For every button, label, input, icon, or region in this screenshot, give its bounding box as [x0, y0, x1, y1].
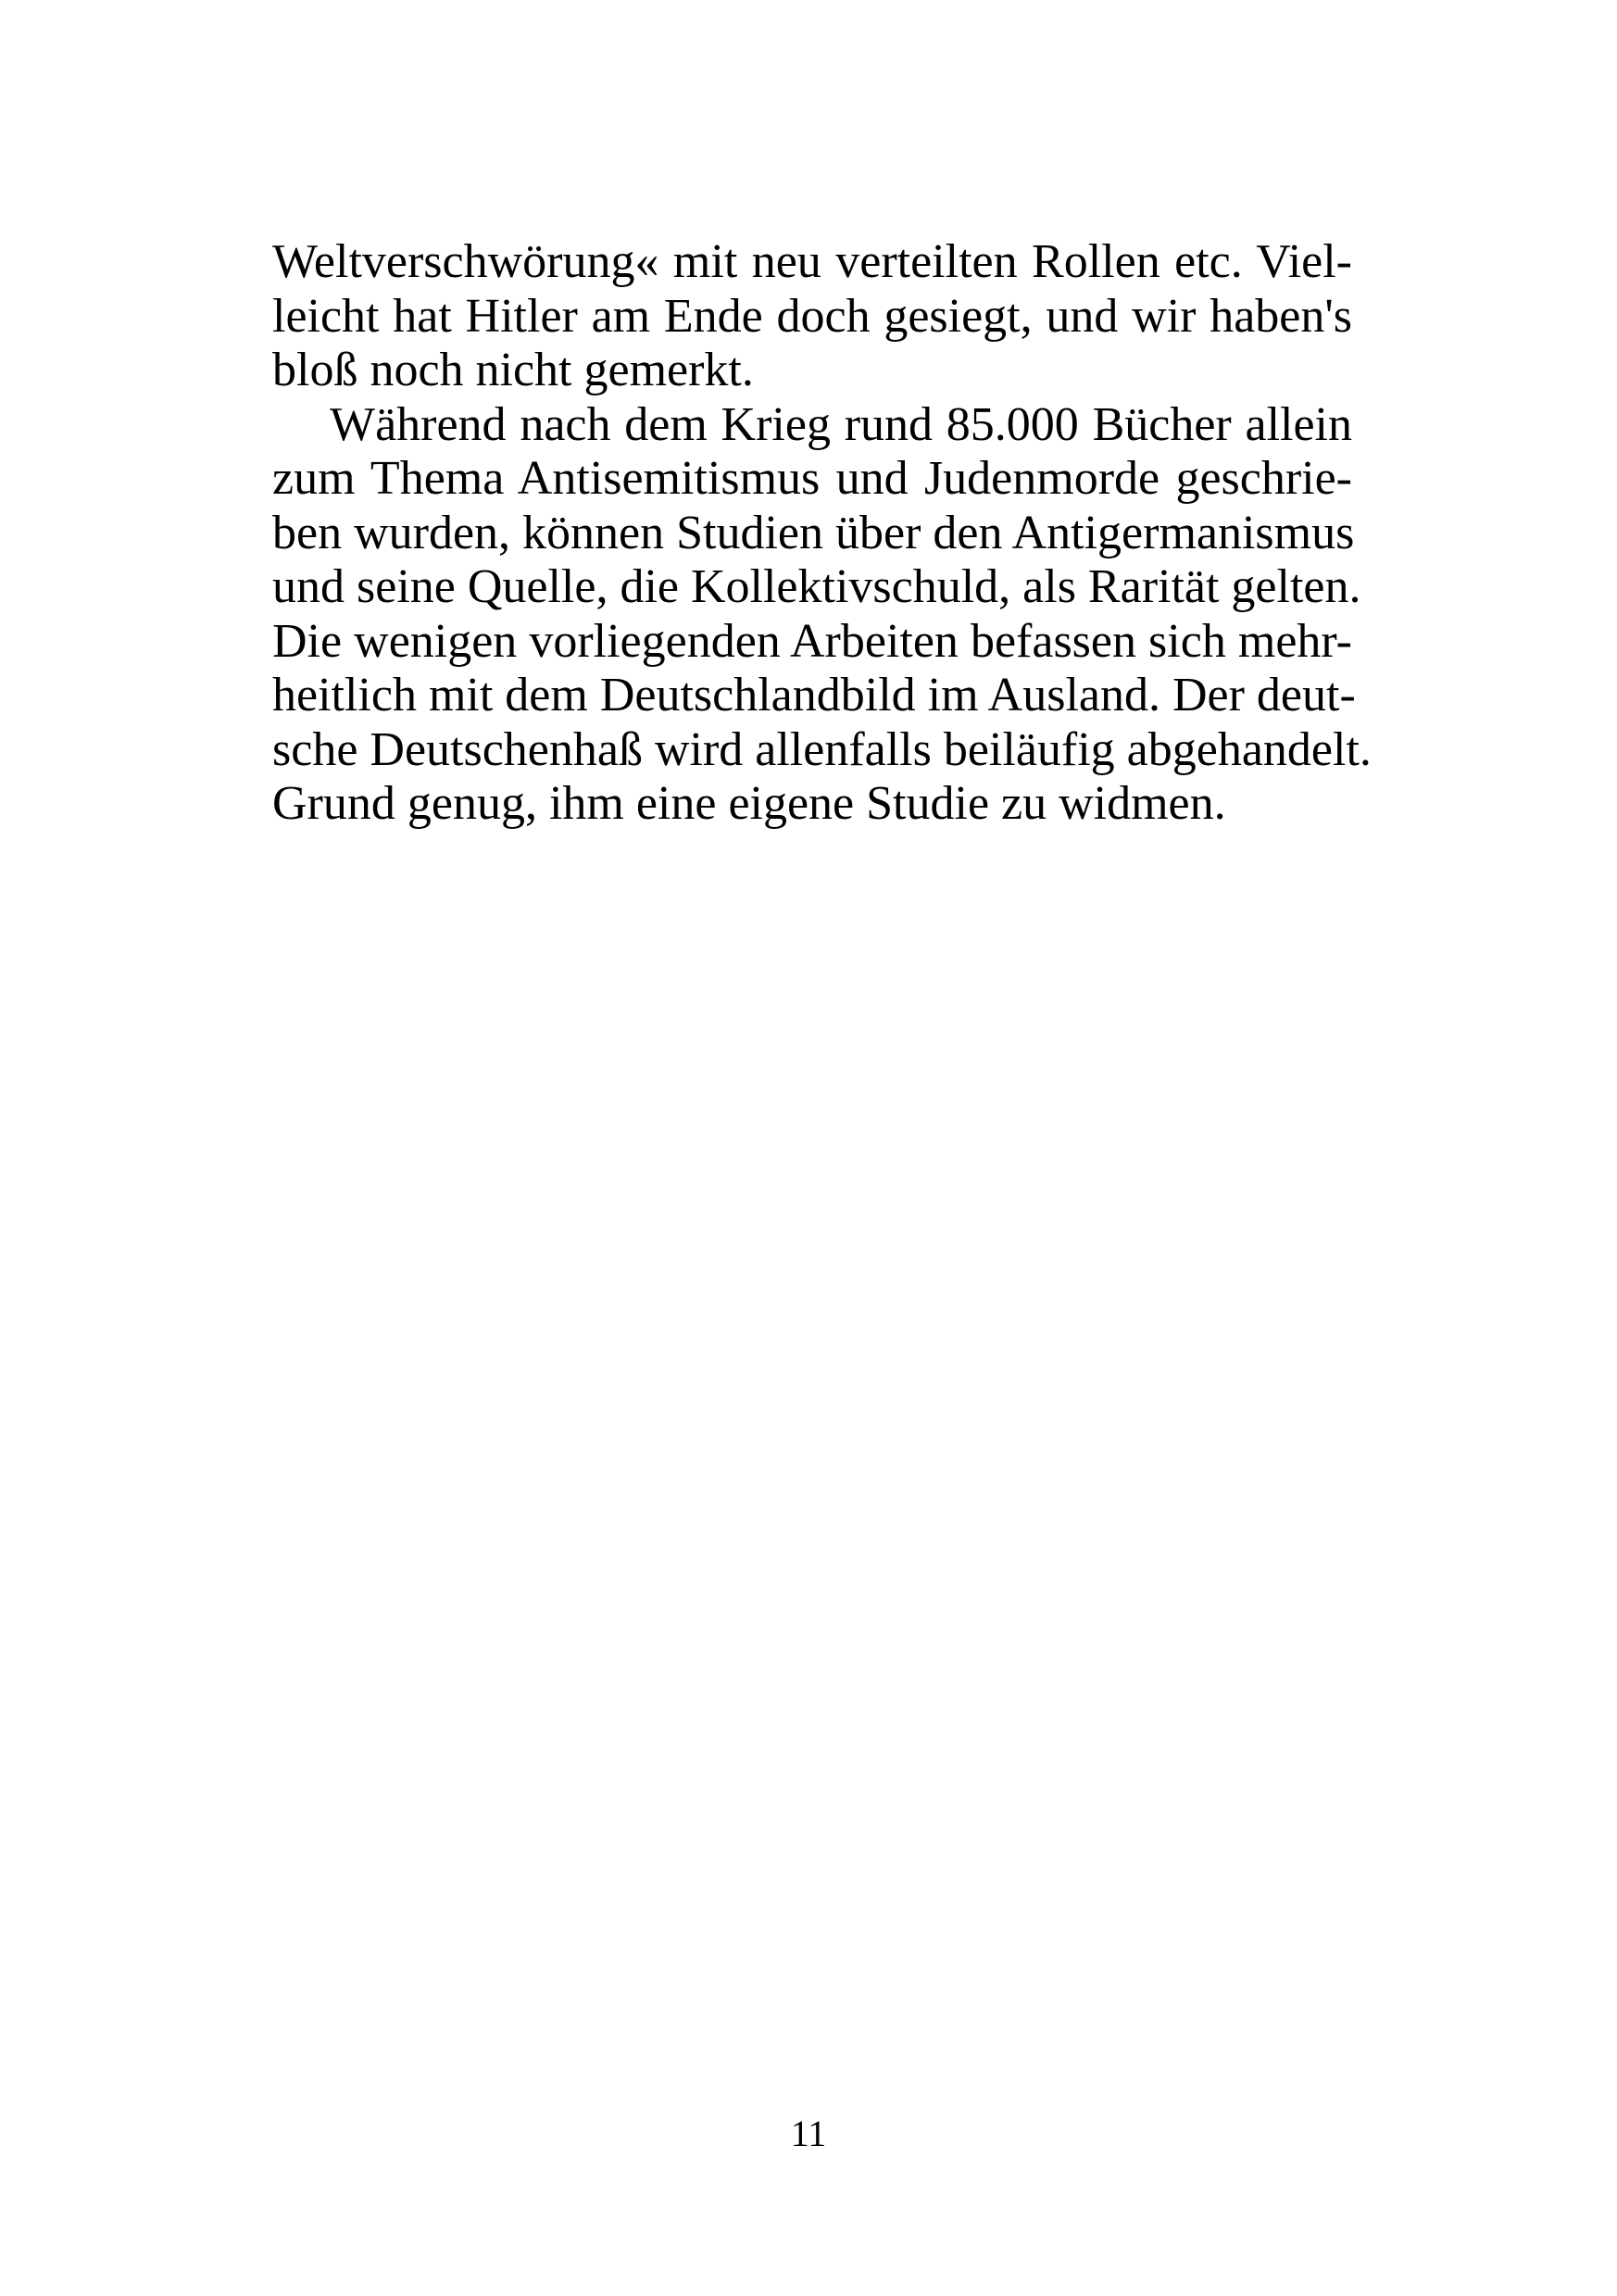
text-line: Die wenigen vorliegenden Arbeiten befassen sich mehr-: [272, 614, 1352, 668]
text-line: Während nach dem Krieg rund 85.000 Bücher allein: [330, 397, 1352, 451]
text-line: zum Thema Antisemitismus und Judenmorde geschrie-: [272, 452, 1352, 505]
text-line: heitlich mit dem Deutschlandbild im Ausland. Der deut-: [272, 669, 1356, 721]
paragraph-1: [272, 235, 1352, 398]
text-line: ben wurden, können Studien über den Antigermanismus: [272, 506, 1355, 559]
text-line: Grund genug, ihm eine eigene Studie zu widmen.: [272, 777, 1226, 830]
body-text: [272, 235, 1372, 832]
text-line: und seine Quelle, die Kollektivschuld, als Rarität gelten.: [272, 560, 1361, 613]
text-line: leicht hat Hitler am Ende doch gesiegt, und wir haben's: [272, 289, 1352, 343]
paragraph-2: [272, 397, 1372, 832]
text-line: sche Deutschenhaß wird allenfalls beiläufig abgehandelt.: [272, 722, 1372, 776]
text-line: bloß noch nicht gemerkt.: [272, 344, 754, 396]
text-line: Weltverschwörung« mit neu verteilten Rollen etc. Viel-: [272, 235, 1352, 288]
page-number: 11: [790, 2113, 827, 2154]
